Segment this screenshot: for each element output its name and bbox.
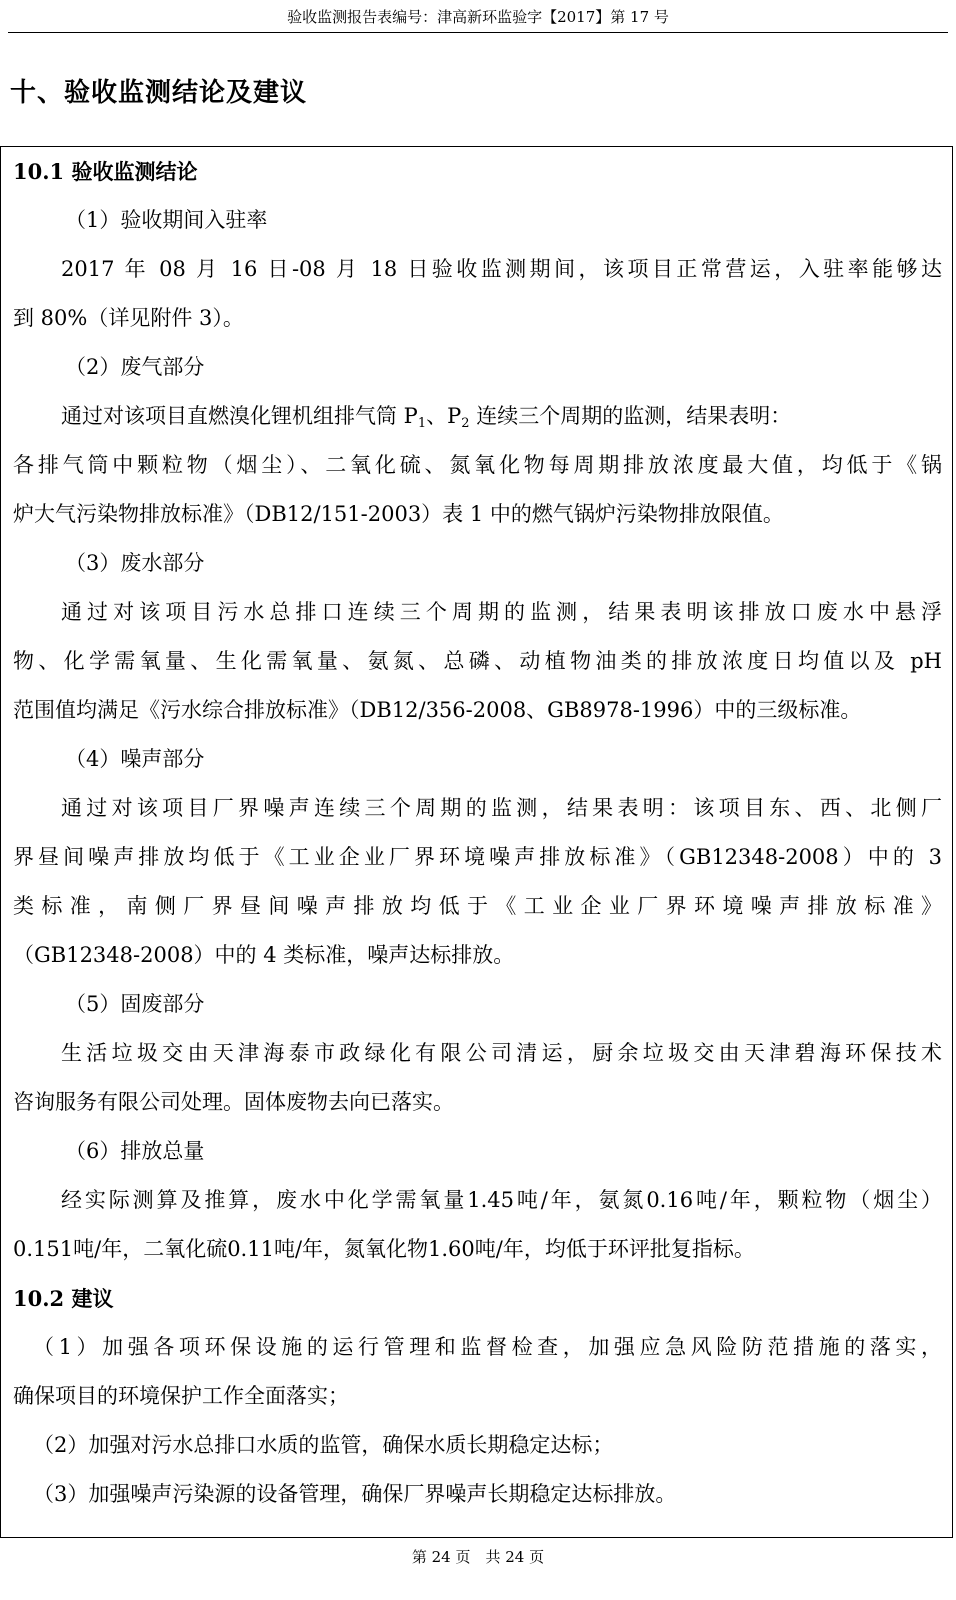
subscript-2: 2	[461, 416, 470, 431]
item-3-title: （3）废水部分	[65, 551, 205, 575]
item-6-line-2: 0.151吨/年，二氧化硫0.11吨/年，氮氧化物1.60吨/年，均低于环评批复指标。	[13, 1237, 755, 1261]
item-4-title: （4）噪声部分	[65, 747, 205, 771]
report-number: 验收监测报告表编号：津高新环监验字【2017】第 17 号	[287, 8, 669, 26]
suggestion-1-line-1: （1）加强各项环保设施的运行管理和监督检查，加强应急风险防范措施的落实，	[33, 1335, 942, 1359]
conclusion-box	[0, 146, 953, 1538]
item-4-line-2: 界昼间噪声排放均低于《工业企业厂界环境噪声排放标准》（GB12348-2008）中的 3	[13, 845, 942, 869]
page-number: 第 24 页 共 24 页	[411, 1548, 545, 1566]
item-4-line-3: 类标准，南侧厂界昼间噪声排放均低于《工业企业厂界环境噪声排放标准》	[13, 894, 942, 918]
item-5-title: （5）固废部分	[65, 992, 205, 1016]
item-3-line-3: 范围值均满足《污水综合排放标准》（DB12/356-2008、GB8978-1996）中的三级标准。	[13, 698, 862, 722]
item-2-line-1-a: 通过对该项目直燃溴化锂机组排气筒 P	[61, 404, 418, 428]
item-1-line-1: 2017 年 08 月 16 日-08 月 18 日验收监测期间，该项目正常营运，入驻率能够达	[61, 257, 942, 281]
item-6-title: （6）排放总量	[65, 1139, 205, 1163]
item-3-line-2: 物、化学需氧量、生化需氧量、氨氮、总磷、动植物油类的排放浓度日均值以及 pH	[13, 649, 942, 673]
item-1-title: （1）验收期间入驻率	[65, 208, 268, 232]
suggestion-3: （3）加强噪声污染源的设备管理，确保厂界噪声长期稳定达标排放。	[33, 1482, 677, 1506]
item-4-line-1: 通过对该项目厂界噪声连续三个周期的监测，结果表明：该项目东、西、北侧厂	[61, 796, 942, 820]
subscript-1: 1	[417, 416, 427, 431]
item-1-line-2: 到 80%（详见附件 3）。	[13, 306, 244, 330]
page-header	[8, 6, 948, 33]
item-2-line-1-c: 连续三个周期的监测，结果表明：	[469, 404, 792, 428]
item-6-line-1: 经实际测算及推算，废水中化学需氧量1.45吨/年，氨氮0.16吨/年，颗粒物（烟尘）	[61, 1188, 942, 1212]
item-2-title: （2）废气部分	[65, 355, 205, 379]
item-2-line-1-b: 、P	[426, 404, 462, 428]
suggestion-2: （2）加强对污水总排口水质的监管，确保水质长期稳定达标；	[33, 1433, 614, 1457]
item-4-line-4: （GB12348-2008）中的 4 类标准，噪声达标排放。	[13, 943, 515, 967]
page-footer	[0, 1547, 956, 1567]
item-2-line-1	[13, 392, 942, 441]
item-5-line-2: 咨询服务有限公司处理。固体废物去向已落实。	[13, 1090, 454, 1114]
suggestion-1-line-2: 确保项目的环境保护工作全面落实；	[13, 1384, 349, 1408]
item-2-line-3: 炉大气污染物排放标准》（DB12/151-2003）表 1 中的燃气锅炉污染物排放限值。	[13, 502, 784, 526]
section-title: 十、验收监测结论及建议	[10, 78, 308, 108]
conclusion-content	[13, 147, 942, 1519]
item-3-line-1: 通过对该项目污水总排口连续三个周期的监测，结果表明该排放口废水中悬浮	[61, 600, 942, 624]
heading-10-1: 10.1 验收监测结论	[13, 159, 198, 184]
item-5-line-1: 生活垃圾交由天津海泰市政绿化有限公司清运，厨余垃圾交由天津碧海环保技术	[61, 1041, 942, 1065]
heading-10-2: 10.2 建议	[13, 1286, 114, 1311]
item-2-line-2: 各排气筒中颗粒物（烟尘）、二氧化硫、氮氧化物每周期排放浓度最大值，均低于《锅	[13, 453, 942, 477]
